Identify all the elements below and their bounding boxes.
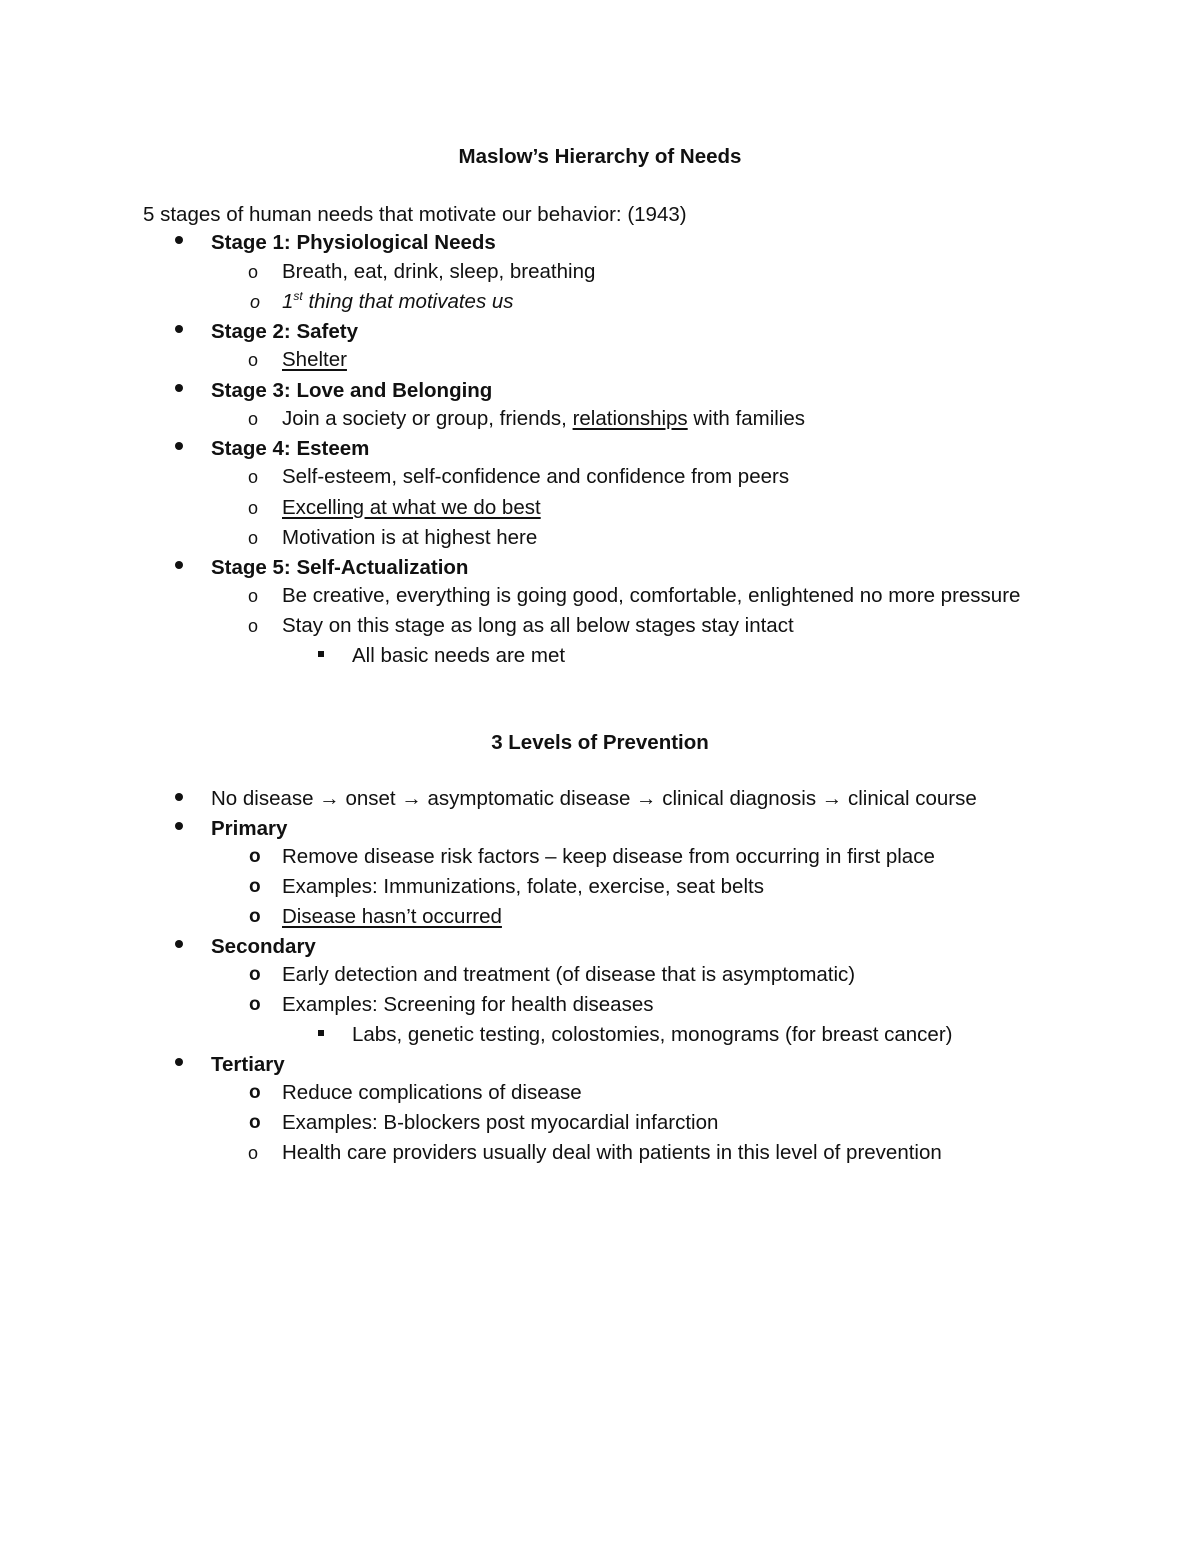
bullet-ring-icon: o [248, 586, 259, 606]
primary-item-3: Disease hasn’t occurred [282, 905, 502, 928]
bullet-ring-icon: o [249, 964, 261, 985]
item-text: with families [687, 407, 806, 430]
stage-5-subitem-1: All basic needs are met [352, 644, 566, 667]
flow-step: No disease [211, 787, 314, 810]
secondary-item-1: Early detection and treatment (of disease that is asymptomatic) [282, 963, 856, 986]
stage-1-item-2 [282, 290, 514, 314]
bullet-dot-icon [175, 940, 183, 948]
flow-step: onset [345, 787, 396, 810]
stage-1-item-1: Breath, eat, drink, sleep, breathing [282, 260, 596, 283]
bullet-ring-icon: o [249, 906, 261, 927]
item-text: Join a society or group, friends, [282, 407, 573, 430]
arrow-right-icon: → [401, 787, 422, 810]
bullet-dot-icon [175, 793, 183, 801]
stage-4-item-2: Excelling at what we do best [282, 496, 541, 519]
bullet-dot-icon [175, 236, 183, 244]
tertiary-item-3: Health care providers usually deal with patients in this level of prevention [282, 1141, 942, 1164]
bullet-ring-icon: o [249, 1082, 261, 1103]
bullet-ring-icon: o [248, 528, 259, 548]
ordinal-suffix: st [293, 289, 303, 304]
bullet-ring-icon: o [249, 994, 261, 1015]
secondary-subitem-1: Labs, genetic testing, colostomies, monograms (for breast cancer) [352, 1023, 953, 1046]
stage-1-label: Stage 1: Physiological Needs [211, 231, 496, 254]
ordinal-number: 1 [282, 290, 294, 313]
bullet-ring-icon: o [248, 616, 259, 636]
bullet-ring-icon: o [248, 350, 259, 370]
bullet-ring-icon: o [249, 1112, 261, 1133]
bullet-ring-icon: o [248, 262, 259, 282]
stage-2-label: Stage 2: Safety [211, 320, 358, 343]
bullet-square-icon [318, 1030, 324, 1036]
bullet-ring-icon: o [249, 846, 261, 867]
intro-text: 5 stages of human needs that motivate our behavior: (1943) [143, 203, 687, 226]
bullet-dot-icon [175, 1058, 183, 1066]
stage-5-item-1: Be creative, everything is going good, comfortable, enlightened no more pressure [282, 584, 1021, 607]
arrow-right-icon: → [319, 787, 340, 810]
disease-flow [211, 787, 977, 811]
stage-4-item-1: Self-esteem, self-confidence and confidence from peers [282, 465, 790, 488]
flow-step: clinical course [848, 787, 977, 810]
arrow-right-icon: → [821, 787, 843, 810]
stage-4-item-3: Motivation is at highest here [282, 526, 538, 549]
ordinal-rest: thing that motivates us [302, 290, 514, 313]
tertiary-item-2: Examples: B-blockers post myocardial infarction [282, 1111, 719, 1134]
bullet-ring-icon: o [248, 409, 259, 429]
bullet-square-icon [318, 651, 324, 657]
stage-5-item-2: Stay on this stage as long as all below stages stay intact [282, 614, 794, 637]
bullet-dot-icon [175, 325, 183, 333]
secondary-item-2: Examples: Screening for health diseases [282, 993, 654, 1016]
bullet-dot-icon [175, 822, 183, 830]
section-title-prevention: 3 Levels of Prevention [491, 731, 709, 754]
item-underlined-text: relationships [572, 407, 688, 430]
stage-4-label: Stage 4: Esteem [211, 437, 370, 460]
flow-step: clinical diagnosis [662, 787, 817, 810]
stage-5-label: Stage 5: Self-Actualization [211, 556, 469, 579]
flow-step: asymptomatic disease [427, 787, 631, 810]
bullet-dot-icon [175, 561, 183, 569]
tertiary-item-1: Reduce complications of disease [282, 1081, 582, 1104]
stage-2-item-1: Shelter [282, 348, 347, 371]
level-secondary-label: Secondary [211, 935, 316, 958]
arrow-right-icon: → [636, 787, 657, 810]
level-primary-label: Primary [211, 817, 288, 840]
stage-3-item-1 [282, 407, 805, 431]
bullet-dot-icon [175, 384, 183, 392]
bullet-ring-icon: o [248, 498, 259, 518]
primary-item-2: Examples: Immunizations, folate, exercise, seat belts [282, 875, 764, 898]
bullet-ring-icon: o [248, 467, 259, 487]
stage-3-label: Stage 3: Love and Belonging [211, 379, 493, 402]
bullet-dot-icon [175, 442, 183, 450]
bullet-ring-icon: o [248, 1143, 259, 1163]
document-title: Maslow’s Hierarchy of Needs [458, 145, 742, 168]
bullet-ring-icon: o [250, 292, 261, 312]
primary-item-1: Remove disease risk factors – keep disease from occurring in first place [282, 845, 935, 868]
bullet-ring-icon: o [249, 876, 261, 897]
level-tertiary-label: Tertiary [211, 1053, 285, 1076]
